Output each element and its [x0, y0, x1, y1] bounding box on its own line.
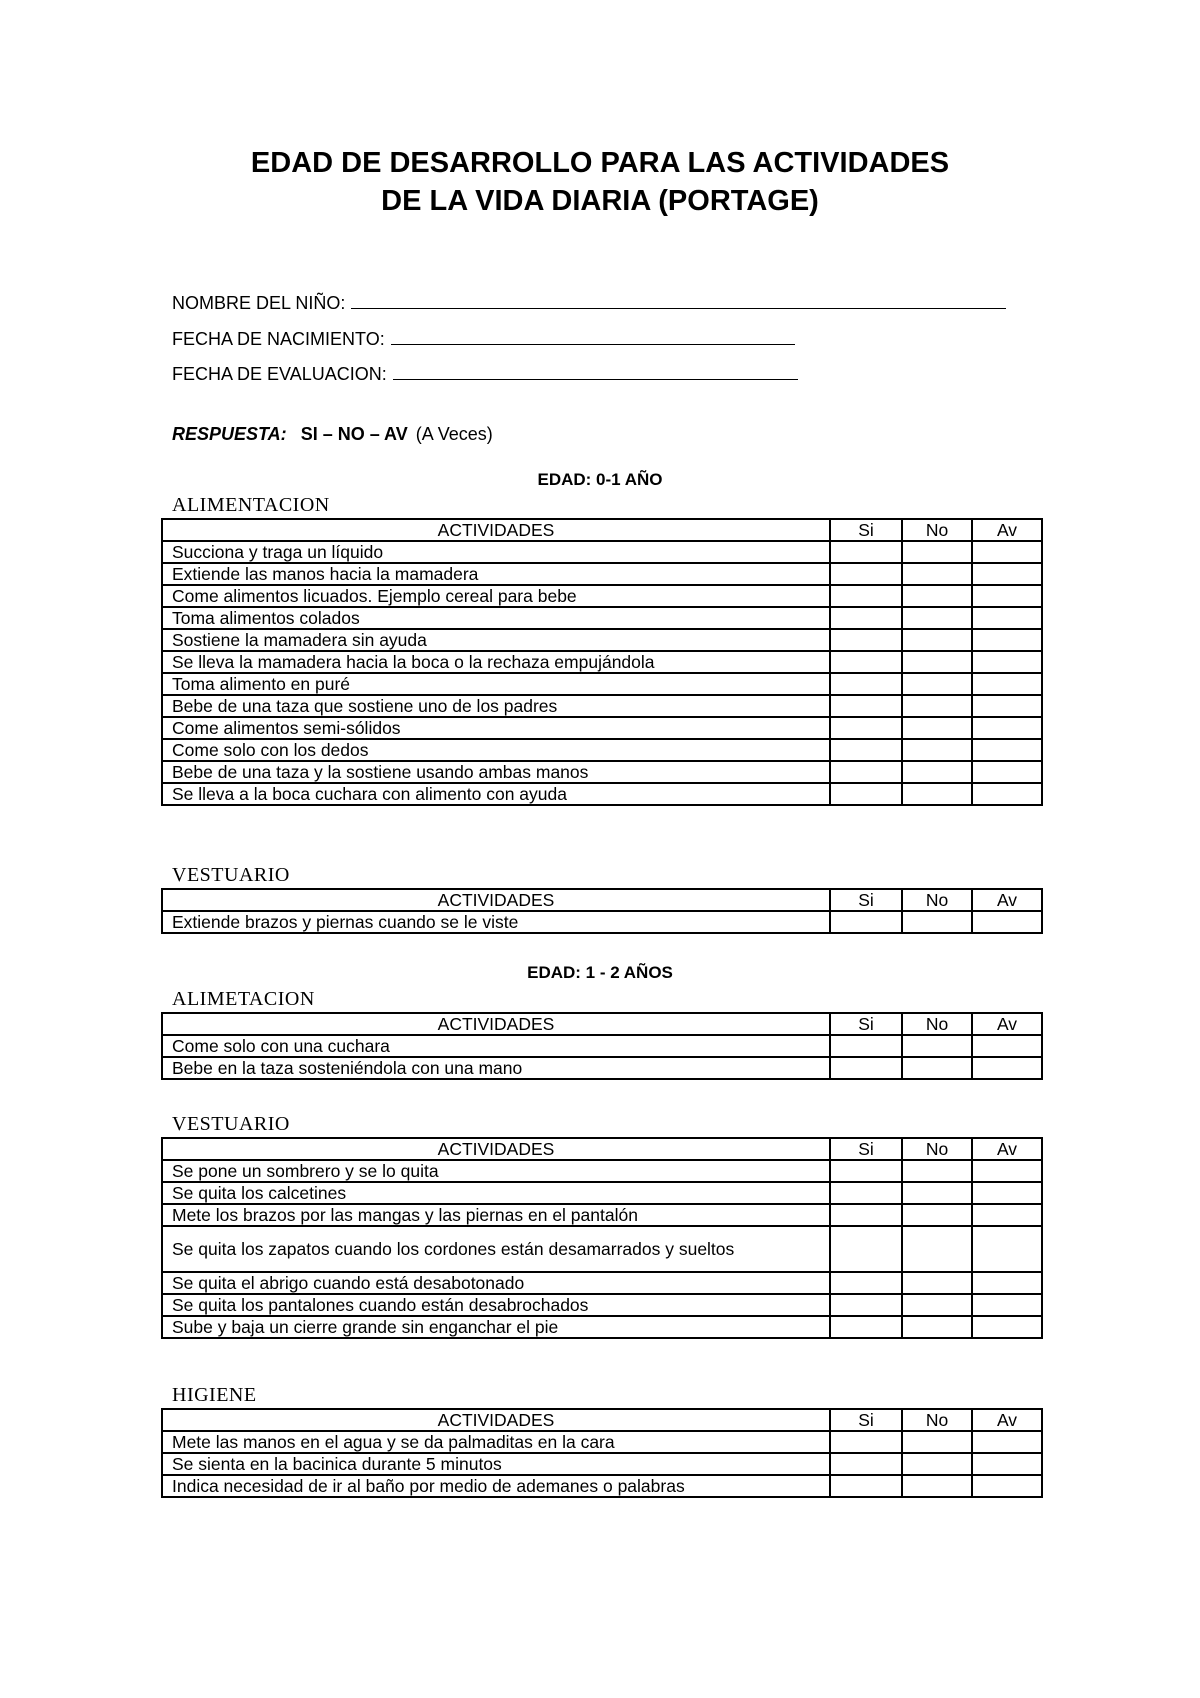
- answer-cell-no[interactable]: [902, 585, 972, 607]
- age-heading-0-1: EDAD: 0-1 AÑO: [537, 470, 663, 489]
- answer-cell-si[interactable]: [830, 585, 902, 607]
- answer-cell-no[interactable]: [902, 911, 972, 933]
- answer-cell-av[interactable]: [972, 1272, 1042, 1294]
- activity-label: Extiende las manos hacia la mamadera: [162, 563, 830, 585]
- activity-label: Sostiene la mamadera sin ayuda: [162, 629, 830, 651]
- activity-label: Bebe de una taza y la sostiene usando ambas manos: [162, 761, 830, 783]
- activity-label: Extiende brazos y piernas cuando se le viste: [162, 911, 830, 933]
- table-row: [162, 1226, 1042, 1272]
- header-av: Av: [972, 1409, 1042, 1431]
- table-row: [162, 1272, 1042, 1294]
- answer-cell-no[interactable]: [902, 717, 972, 739]
- answer-cell-av[interactable]: [972, 563, 1042, 585]
- answer-cell-no[interactable]: [902, 783, 972, 805]
- answer-cell-no[interactable]: [902, 739, 972, 761]
- answer-cell-no[interactable]: [902, 1475, 972, 1497]
- answer-cell-no[interactable]: [902, 1160, 972, 1182]
- activity-label: Se sienta en la bacinica durante 5 minutos: [162, 1453, 830, 1475]
- table-header-row: [162, 519, 1042, 541]
- table-row: [162, 1057, 1042, 1079]
- table-row: [162, 1453, 1042, 1475]
- answer-cell-no[interactable]: [902, 695, 972, 717]
- answer-cell-si[interactable]: [830, 911, 902, 933]
- answer-cell-si[interactable]: [830, 607, 902, 629]
- table-higiene-1-2: [161, 1408, 1043, 1498]
- header-av: Av: [972, 519, 1042, 541]
- activity-label: Mete las manos en el agua y se da palmaditas en la cara: [162, 1431, 830, 1453]
- table-row: [162, 1035, 1042, 1057]
- answer-cell-av[interactable]: [972, 1204, 1042, 1226]
- birth-date-label: FECHA DE NACIMIENTO:: [172, 329, 385, 349]
- table-row: [162, 1204, 1042, 1226]
- answer-legend: [172, 423, 493, 445]
- answer-cell-no[interactable]: [902, 1182, 972, 1204]
- answer-cell-av[interactable]: [972, 673, 1042, 695]
- activity-label: Se pone un sombrero y se lo quita: [162, 1160, 830, 1182]
- table-row: [162, 607, 1042, 629]
- answer-cell-av[interactable]: [972, 629, 1042, 651]
- answer-cell-av[interactable]: [972, 761, 1042, 783]
- child-name-label: NOMBRE DEL NIÑO:: [172, 293, 346, 313]
- answer-cell-av[interactable]: [972, 1160, 1042, 1182]
- header-si: Si: [830, 1409, 902, 1431]
- table-row: [162, 651, 1042, 673]
- table-row: [162, 541, 1042, 563]
- table-alimentacion-0-1: [161, 518, 1043, 806]
- table-row: [162, 717, 1042, 739]
- activity-label: Se quita los calcetines: [162, 1182, 830, 1204]
- answer-cell-av[interactable]: [972, 541, 1042, 563]
- header-activities: ACTIVIDADES: [162, 1138, 830, 1160]
- answer-cell-si[interactable]: [830, 1453, 902, 1475]
- header-av: Av: [972, 889, 1042, 911]
- answer-cell-si[interactable]: [830, 629, 902, 651]
- table-row: [162, 673, 1042, 695]
- activity-label: Se lleva a la boca cuchara con alimento con ayuda: [162, 783, 830, 805]
- answer-cell-si[interactable]: [830, 1431, 902, 1453]
- answer-cell-no[interactable]: [902, 1431, 972, 1453]
- answer-cell-av[interactable]: [972, 1453, 1042, 1475]
- section-title-higiene: HIGIENE: [172, 1384, 257, 1406]
- table-row: [162, 783, 1042, 805]
- activity-label: Se quita los zapatos cuando los cordones están desamarrados y sueltos: [162, 1226, 830, 1272]
- answer-cell-si[interactable]: [830, 1057, 902, 1079]
- answer-cell-si[interactable]: [830, 1204, 902, 1226]
- document-title-line-2: DE LA VIDA DIARIA (PORTAGE): [381, 185, 819, 217]
- age-heading-1-2: EDAD: 1 - 2 AÑOS: [527, 963, 673, 982]
- answer-cell-no[interactable]: [902, 1272, 972, 1294]
- answer-cell-si[interactable]: [830, 1035, 902, 1057]
- header-av: Av: [972, 1138, 1042, 1160]
- answer-cell-si[interactable]: [830, 563, 902, 585]
- answer-cell-av[interactable]: [972, 1182, 1042, 1204]
- activity-label: Come solo con una cuchara: [162, 1035, 830, 1057]
- table-header-row: [162, 1138, 1042, 1160]
- answer-cell-av[interactable]: [972, 695, 1042, 717]
- answer-cell-av[interactable]: [972, 1475, 1042, 1497]
- table-alimetacion-1-2: [161, 1012, 1043, 1080]
- table-row: [162, 1475, 1042, 1497]
- answer-cell-av[interactable]: [972, 651, 1042, 673]
- answer-cell-si[interactable]: [830, 783, 902, 805]
- header-activities: ACTIVIDADES: [162, 519, 830, 541]
- answer-cell-si[interactable]: [830, 1160, 902, 1182]
- answer-cell-av[interactable]: [972, 739, 1042, 761]
- answer-cell-no[interactable]: [902, 673, 972, 695]
- table-row: [162, 629, 1042, 651]
- answer-cell-av[interactable]: [972, 585, 1042, 607]
- activity-label: Mete los brazos por las mangas y las piernas en el pantalón: [162, 1204, 830, 1226]
- activity-label: Se quita los pantalones cuando están desabrochados: [162, 1294, 830, 1316]
- table-header-row: [162, 1013, 1042, 1035]
- table-header-row: [162, 1409, 1042, 1431]
- answer-cell-si[interactable]: [830, 1294, 902, 1316]
- answer-cell-av[interactable]: [972, 1226, 1042, 1272]
- answer-cell-av[interactable]: [972, 1057, 1042, 1079]
- answer-cell-no[interactable]: [902, 761, 972, 783]
- table-vestuario-1-2: [161, 1137, 1043, 1339]
- table-vestuario-0-1: [161, 888, 1043, 934]
- answer-cell-av[interactable]: [972, 1035, 1042, 1057]
- activity-label: Toma alimentos colados: [162, 607, 830, 629]
- answer-cell-si[interactable]: [830, 1316, 902, 1338]
- answer-cell-no[interactable]: [902, 541, 972, 563]
- activity-label: Se quita el abrigo cuando está desabotonado: [162, 1272, 830, 1294]
- header-no: No: [902, 519, 972, 541]
- table-header-row: [162, 889, 1042, 911]
- section-title-alimetacion: ALIMETACION: [172, 988, 315, 1010]
- answer-cell-no[interactable]: [902, 607, 972, 629]
- answer-cell-no[interactable]: [902, 1453, 972, 1475]
- answer-legend-note: (A Veces): [415, 424, 493, 444]
- child-name-field: [172, 292, 1006, 314]
- birth-date-blank-line[interactable]: [391, 328, 795, 345]
- header-av: Av: [972, 1013, 1042, 1035]
- answer-cell-no[interactable]: [902, 651, 972, 673]
- answer-cell-no[interactable]: [902, 563, 972, 585]
- answer-cell-si[interactable]: [830, 695, 902, 717]
- answer-cell-av[interactable]: [972, 607, 1042, 629]
- header-activities: ACTIVIDADES: [162, 1013, 830, 1035]
- activity-label: Toma alimento en puré: [162, 673, 830, 695]
- table-row: [162, 761, 1042, 783]
- header-activities: ACTIVIDADES: [162, 1409, 830, 1431]
- answer-legend-values: SI – NO – AV: [300, 424, 408, 444]
- answer-cell-av[interactable]: [972, 1294, 1042, 1316]
- evaluation-date-field: [172, 363, 798, 385]
- evaluation-date-label: FECHA DE EVALUACION:: [172, 364, 387, 384]
- header-activities: ACTIVIDADES: [162, 889, 830, 911]
- document-title-line-1: EDAD DE DESARROLLO PARA LAS ACTIVIDADES: [250, 147, 950, 179]
- answer-cell-no[interactable]: [902, 1226, 972, 1272]
- header-si: Si: [830, 889, 902, 911]
- activity-label: Come alimentos licuados. Ejemplo cereal para bebe: [162, 585, 830, 607]
- table-row: [162, 1294, 1042, 1316]
- header-si: Si: [830, 1138, 902, 1160]
- header-no: No: [902, 1138, 972, 1160]
- section-title-alimentacion: ALIMENTACION: [172, 494, 330, 516]
- answer-cell-no[interactable]: [902, 1294, 972, 1316]
- answer-cell-si[interactable]: [830, 651, 902, 673]
- section-title-vestuario-1-2: VESTUARIO: [172, 1113, 290, 1135]
- answer-cell-no[interactable]: [902, 1057, 972, 1079]
- activity-label: Bebe de una taza que sostiene uno de los padres: [162, 695, 830, 717]
- answer-cell-si[interactable]: [830, 717, 902, 739]
- table-row: [162, 1431, 1042, 1453]
- evaluation-date-blank-line[interactable]: [393, 363, 798, 380]
- activity-label: Come solo con los dedos: [162, 739, 830, 761]
- answer-legend-label: RESPUESTA:: [172, 424, 287, 444]
- answer-cell-si[interactable]: [830, 1182, 902, 1204]
- answer-cell-av[interactable]: [972, 717, 1042, 739]
- activity-label: Succiona y traga un líquido: [162, 541, 830, 563]
- birth-date-field: [172, 328, 795, 350]
- activity-label: Se lleva la mamadera hacia la boca o la rechaza empujándola: [162, 651, 830, 673]
- answer-cell-si[interactable]: [830, 673, 902, 695]
- section-title-vestuario: VESTUARIO: [172, 864, 290, 886]
- answer-cell-av[interactable]: [972, 1431, 1042, 1453]
- answer-cell-no[interactable]: [902, 1035, 972, 1057]
- table-row: [162, 563, 1042, 585]
- answer-cell-si[interactable]: [830, 1226, 902, 1272]
- header-si: Si: [830, 519, 902, 541]
- activity-label: Sube y baja un cierre grande sin enganchar el pie: [162, 1316, 830, 1338]
- activity-label: Bebe en la taza sosteniéndola con una mano: [162, 1057, 830, 1079]
- header-no: No: [902, 1013, 972, 1035]
- table-row: [162, 585, 1042, 607]
- answer-cell-no[interactable]: [902, 629, 972, 651]
- table-row: [162, 911, 1042, 933]
- table-row: [162, 739, 1042, 761]
- answer-cell-av[interactable]: [972, 783, 1042, 805]
- answer-cell-si[interactable]: [830, 739, 902, 761]
- child-name-blank-line[interactable]: [351, 292, 1006, 309]
- table-row: [162, 1316, 1042, 1338]
- answer-cell-si[interactable]: [830, 1272, 902, 1294]
- answer-cell-si[interactable]: [830, 761, 902, 783]
- header-no: No: [902, 1409, 972, 1431]
- answer-cell-no[interactable]: [902, 1316, 972, 1338]
- answer-cell-si[interactable]: [830, 1475, 902, 1497]
- answer-cell-av[interactable]: [972, 1316, 1042, 1338]
- activity-label: Indica necesidad de ir al baño por medio de ademanes o palabras: [162, 1475, 830, 1497]
- table-row: [162, 1160, 1042, 1182]
- answer-cell-si[interactable]: [830, 541, 902, 563]
- answer-cell-av[interactable]: [972, 911, 1042, 933]
- table-row: [162, 695, 1042, 717]
- header-no: No: [902, 889, 972, 911]
- activity-label: Come alimentos semi-sólidos: [162, 717, 830, 739]
- table-row: [162, 1182, 1042, 1204]
- header-si: Si: [830, 1013, 902, 1035]
- answer-cell-no[interactable]: [902, 1204, 972, 1226]
